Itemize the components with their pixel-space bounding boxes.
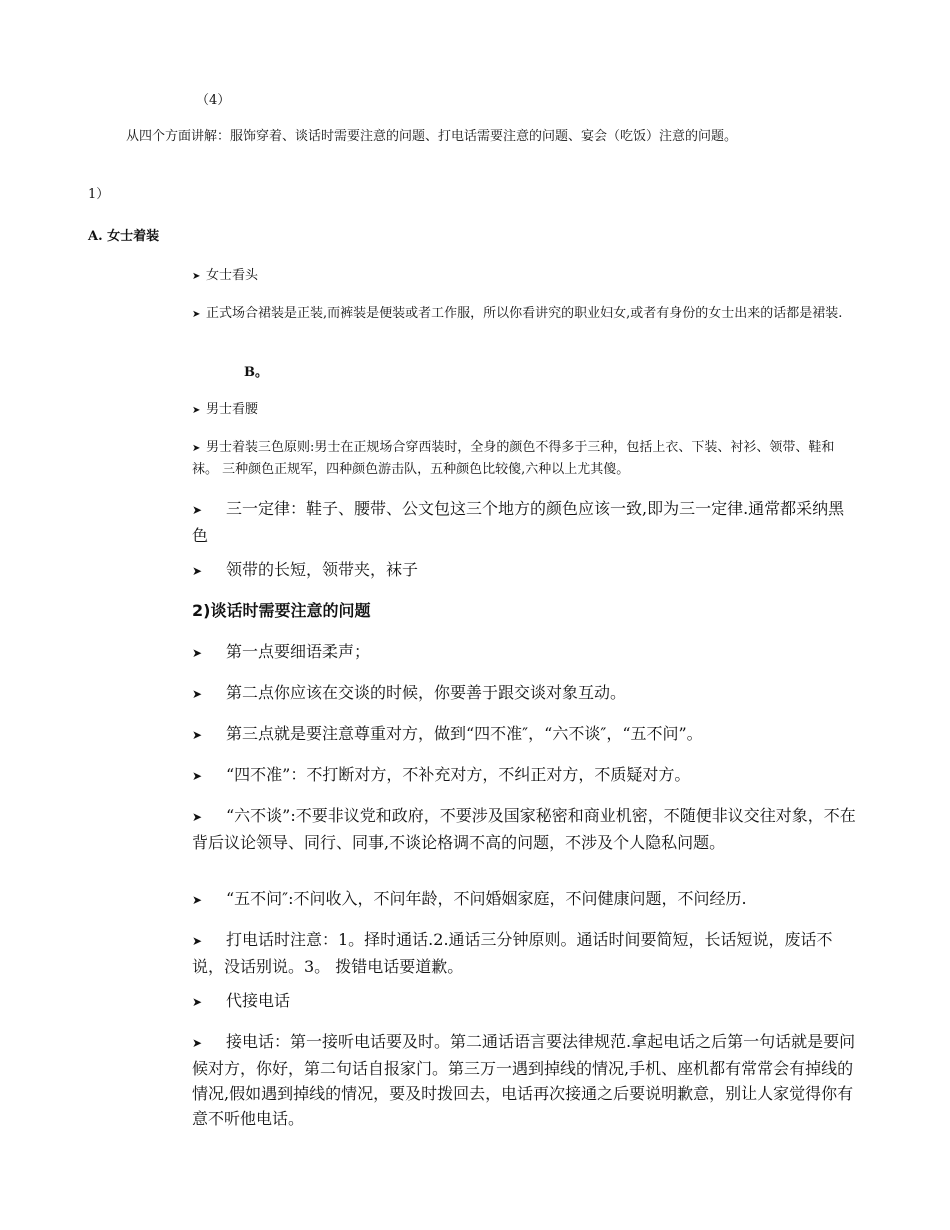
arrowhead-right-icon: ➤ (192, 646, 203, 660)
subsection-a-heading: A. 女士着装 (88, 229, 160, 244)
list-item: ➤ 第一点要细语柔声； (192, 639, 857, 666)
arrowhead-right-icon: ➤ (192, 309, 201, 320)
arrowhead-right-icon: ➤ (192, 405, 201, 416)
arrowhead-right-icon: ➤ (192, 769, 203, 783)
arrowhead-right-icon: ➤ (192, 1036, 203, 1050)
arrowhead-right-icon: ➤ (192, 564, 203, 578)
list-item: ➤ 男士着装三色原则:男士在正规场合穿西装时，全身的颜色不得多于三种，包括上衣、下装、衬衫、领带、鞋和袜。 三种颜色正规军，四种颜色游击队，五种颜色比较傻,六种以上尤其傻。 (192, 440, 835, 477)
list-item: ➤ 领带的长短，领带夹，袜子 (192, 557, 857, 584)
list-item: ➤ “四不准”：不打断对方，不补充对方，不纠正对方，不质疑对方。 (192, 762, 857, 789)
list-item: ➤ 女士看头 (192, 265, 857, 287)
list-item: ➤ 三一定律：鞋子、腰带、公文包这三个地方的颜色应该一致,即为三一定律.通常都采纳黑色 (192, 499, 845, 545)
arrowhead-right-icon: ➤ (192, 503, 203, 517)
intro-paragraph: 从四个方面讲解：服饰穿着、谈话时需要注意的问题、打电话需要注意的问题、宴会（吃饭）注意的问题。 (126, 129, 738, 144)
arrowhead-right-icon: ➤ (192, 443, 201, 454)
arrowhead-right-icon: ➤ (192, 810, 203, 824)
list-item: ➤ 打电话时注意：1。择时通话.2.通话三分钟原则。通话时间要简短，长话短说，废话不说，没话别说。3。 拨错电话要道歉。 (192, 930, 833, 976)
arrowhead-right-icon: ➤ (192, 271, 201, 282)
list-item: ➤ “五不问″:不问收入，不问年龄，不问婚姻家庭，不问健康问题，不问经历. (192, 886, 857, 913)
list-item: ➤ “六不谈”:不要非议党和政府，不要涉及国家秘密和商业机密，不随便非议交往对象，不在背后议论领导、同行、同事,不谈论格调不高的问题，不涉及个人隐私问题。 (192, 806, 856, 852)
subsection-b-heading: B。 (244, 365, 268, 380)
section-2-heading: 2)谈话时需要注意的问题 (192, 601, 371, 620)
section-1-label: 1） (88, 187, 110, 202)
arrowhead-right-icon: ➤ (192, 687, 203, 701)
item-number-heading: （4） (196, 93, 231, 108)
arrowhead-right-icon: ➤ (192, 995, 203, 1009)
list-item: ➤ 第三点就是要注意尊重对方，做到“四不准″，“六不谈″，“五不问”。 (192, 721, 857, 748)
arrowhead-right-icon: ➤ (192, 893, 203, 907)
list-item: ➤ 接电话：第一接听电话要及时。第二通话语言要法律规范.拿起电话之后第一句话就是要问候对方，你好，第二句话自报家门。第三万一遇到掉线的情况,手机、座机都有常常会有掉线的情况,假如遇到掉线的情况，要及时拨回去，电话再次接通之后要说明歉意，别让人家觉得你有意不听他电话。 (192, 1032, 856, 1128)
list-item: ➤ 正式场合裙装是正装,而裤装是便装或者工作服，所以你看讲究的职业妇女,或者有身份的女士出来的话都是裙装. (192, 303, 857, 325)
list-item: ➤ 代接电话 (192, 988, 857, 1015)
list-item: ➤ 第二点你应该在交谈的时候，你要善于跟交谈对象互动。 (192, 680, 857, 707)
arrowhead-right-icon: ➤ (192, 934, 203, 948)
arrowhead-right-icon: ➤ (192, 728, 203, 742)
list-item: ➤ 男士看腰 (192, 399, 857, 421)
